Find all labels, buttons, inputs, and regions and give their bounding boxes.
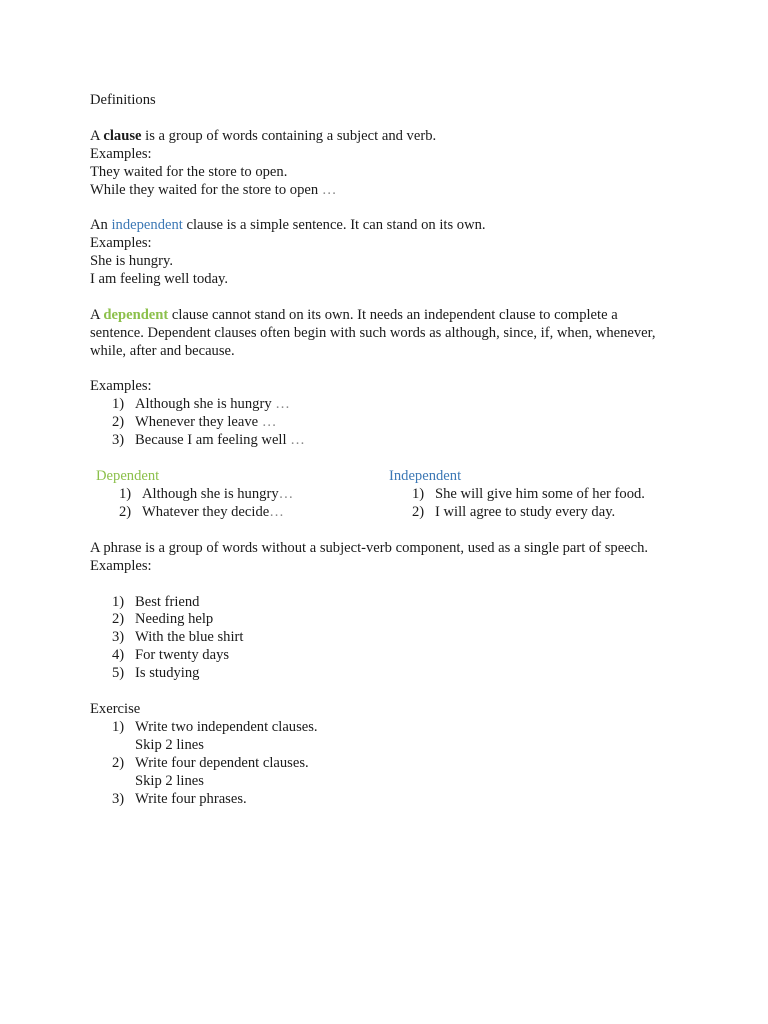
list-item-text: Write four phrases. — [135, 790, 247, 807]
list-item — [96, 486, 376, 504]
clause-example-1: They waited for the store to open. — [90, 163, 288, 180]
list-item-note-text: Skip 2 lines — [135, 772, 204, 789]
ellipsis: … — [269, 503, 284, 520]
phrase-examples-label: Examples: — [90, 557, 152, 574]
spacer — [90, 110, 690, 128]
clause-examples-label: Examples: — [90, 145, 152, 162]
clause-def-post: is a group of words containing a subject and verb. — [141, 127, 437, 144]
dependent-definition-line-1 — [90, 307, 690, 325]
list-item — [389, 486, 689, 504]
spacer — [90, 522, 690, 540]
independent-column-list — [389, 486, 689, 522]
list-item — [96, 504, 376, 522]
list-number: 1) — [412, 485, 425, 502]
spacer — [90, 289, 690, 307]
exercise-list — [90, 719, 690, 809]
independent-example-2: I am feeling well today. — [90, 271, 229, 288]
list-number: 4) — [112, 647, 125, 664]
dependent-column-list — [96, 486, 376, 522]
list-item — [90, 414, 690, 432]
list-number: 2) — [112, 611, 125, 628]
phrase-examples-list — [90, 594, 690, 684]
list-item-text: Although she is hungry — [135, 396, 276, 413]
list-item-text: I will agree to study every day. — [435, 503, 616, 520]
independent-def-post: clause is a simple sentence. It can stand on its own. — [182, 217, 486, 234]
list-item — [90, 594, 690, 612]
list-item-note-text: Skip 2 lines — [135, 736, 204, 753]
spacer — [90, 199, 690, 217]
ellipsis: … — [278, 485, 294, 502]
clause-term: clause — [103, 127, 142, 144]
exercise-heading: Exercise — [90, 700, 141, 717]
dependent-definition-line-3: while, after and because. — [90, 342, 235, 359]
phrase-definition: A phrase is a group of words without a subject-verb component, used as a single part of speech. — [90, 539, 649, 556]
list-item-text: Write two independent clauses. — [135, 718, 318, 735]
independent-def-pre: An — [90, 217, 112, 234]
list-item — [389, 504, 689, 522]
ellipsis: … — [321, 181, 337, 198]
list-item — [90, 611, 690, 629]
clause-comparison-table — [90, 468, 690, 522]
list-number: 2) — [119, 503, 132, 520]
independent-column — [389, 468, 689, 522]
spacer — [90, 576, 690, 594]
list-item-text: Best friend — [135, 593, 200, 610]
list-number: 2) — [412, 503, 425, 520]
list-number: 2) — [112, 754, 125, 771]
list-item — [90, 396, 690, 414]
list-number: 3) — [112, 432, 125, 449]
clause-example-2 — [90, 182, 690, 200]
clause-example-2-text: While they waited for the store to open — [90, 181, 319, 198]
spacer — [90, 683, 690, 701]
list-number: 5) — [112, 665, 125, 682]
independent-example-1: She is hungry. — [90, 253, 173, 270]
ellipsis: … — [261, 414, 277, 431]
document-page — [90, 92, 690, 808]
list-item — [90, 432, 690, 450]
dependent-term: dependent — [103, 306, 169, 323]
list-item-text: She will give him some of her food. — [435, 485, 645, 502]
clause-def-pre: A — [90, 127, 104, 144]
list-number: 1) — [112, 593, 125, 610]
list-item-text: Whatever they decide — [142, 503, 270, 520]
ellipsis: … — [290, 432, 305, 449]
list-item-text: Is studying — [135, 665, 200, 682]
list-number: 1) — [119, 485, 132, 502]
list-item-text: For twenty days — [135, 647, 230, 664]
list-item-text: With the blue shirt — [135, 629, 244, 646]
spacer — [90, 361, 690, 379]
list-item — [90, 665, 690, 683]
spacer — [90, 450, 690, 468]
list-number: 3) — [112, 790, 125, 807]
independent-column-heading: Independent — [389, 467, 462, 484]
dependent-column — [96, 468, 376, 522]
list-item-note — [90, 773, 690, 791]
list-item — [90, 629, 690, 647]
dependent-definition-line-2: sentence. Dependent clauses often begin with such words as although, since, if, when, whenever, — [90, 324, 656, 341]
independent-examples-label: Examples: — [90, 235, 152, 252]
document-title: Definitions — [90, 92, 156, 108]
list-item — [90, 719, 690, 737]
dependent-examples-list — [90, 396, 690, 450]
list-item-text: Whenever they leave — [135, 414, 262, 431]
list-item-text: Write four dependent clauses. — [135, 754, 309, 771]
dependent-def-pre: A — [90, 306, 104, 323]
dependent-column-heading: Dependent — [96, 467, 160, 484]
list-item — [90, 647, 690, 665]
list-item — [90, 755, 690, 773]
ellipsis: … — [275, 396, 290, 413]
list-number: 1) — [112, 396, 125, 413]
clause-definition — [90, 128, 690, 146]
list-item-text: Because I am feeling well — [135, 432, 291, 449]
list-item — [90, 791, 690, 809]
list-number: 1) — [112, 718, 125, 735]
list-number: 3) — [112, 629, 125, 646]
independent-term: independent — [111, 217, 183, 234]
list-number: 2) — [112, 414, 125, 431]
dependent-def-post: clause cannot stand on its own. It needs an independent clause to complete a — [168, 306, 618, 323]
list-item-note — [90, 737, 690, 755]
list-item-text: Needing help — [135, 611, 214, 628]
independent-definition — [90, 217, 690, 235]
list-item-text: Although she is hungry — [142, 485, 279, 502]
dependent-examples-label: Examples: — [90, 378, 152, 395]
